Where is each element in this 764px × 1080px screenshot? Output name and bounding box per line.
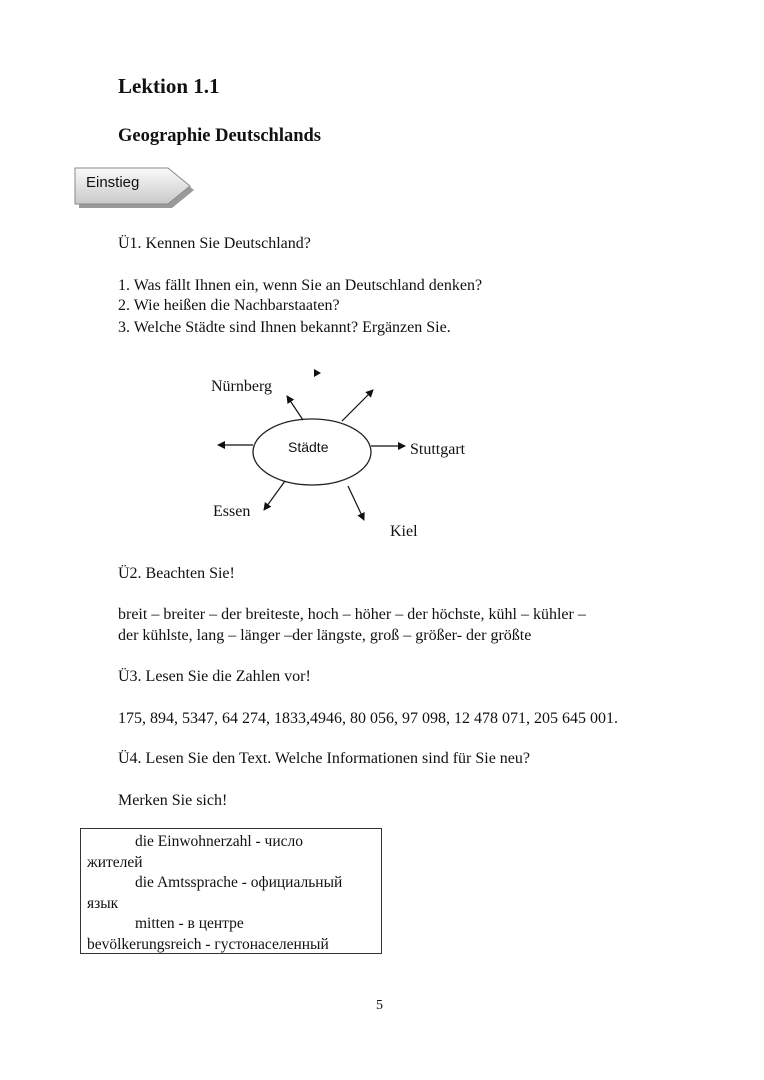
vocab-entry: die Amtssprache - официальный <box>135 874 343 891</box>
u3-title: Ü3. Lesen Sie die Zahlen vor! <box>118 668 311 685</box>
tag-label: Einstieg <box>86 174 140 191</box>
arrow-kiel <box>348 486 364 520</box>
u1-question-1: 1. Was fällt Ihnen ein, wenn Sie an Deutschland denken? <box>118 277 483 294</box>
einstieg-tag <box>74 166 196 210</box>
arrow-up-right <box>342 390 373 421</box>
u2-line-1: breit – breiter – der breiteste, hoch – höher – der höchste, kühl – kühler – <box>118 606 586 623</box>
vocab-entry-cont: язык <box>87 894 119 912</box>
u1-title: Ü1. Kennen Sie Deutschland? <box>118 235 311 252</box>
u2-line-2: der kühlste, lang – länger –der längste, groß – größer- der größte <box>118 627 532 644</box>
label-nuernberg: Nürnberg <box>211 378 273 395</box>
vocab-entry: bevölkerungsreich - густонаселенный <box>87 935 329 953</box>
u3-numbers: 175, 894, 5347, 64 274, 1833,4946, 80 056, 97 098, 12 478 071, 205 645 001. <box>118 710 618 727</box>
cities-mindmap <box>200 360 490 550</box>
topic-title: Geographie Deutschlands <box>118 126 322 146</box>
u1-question-3: 3. Welche Städte sind Ihnen bekannt? Ergänzen Sie. <box>118 319 451 336</box>
u4-note: Merken Sie sich! <box>118 792 228 809</box>
label-kiel: Kiel <box>390 523 418 540</box>
arrow-essen <box>264 481 285 510</box>
u4-title: Ü4. Lesen Sie den Text. Welche Informationen sind für Sie neu? <box>118 750 530 767</box>
arrow-nuernberg <box>287 396 303 420</box>
u2-title: Ü2. Beachten Sie! <box>118 565 235 582</box>
label-essen: Essen <box>213 503 251 520</box>
vocabulary-box <box>80 828 382 954</box>
vocab-entry-cont: жителей <box>87 853 143 871</box>
u1-question-2: 2. Wie heißen die Nachbarstaaten? <box>118 297 340 314</box>
stray-arrowhead <box>314 369 321 377</box>
vocab-entry: mitten - в центре <box>135 915 244 932</box>
label-stuttgart: Stuttgart <box>410 441 466 458</box>
lesson-title: Lektion 1.1 <box>118 74 220 98</box>
vocab-entry: die Einwohnerzahl - число <box>135 833 304 850</box>
page-number: 5 <box>376 998 383 1013</box>
center-label: Städte <box>288 439 329 455</box>
